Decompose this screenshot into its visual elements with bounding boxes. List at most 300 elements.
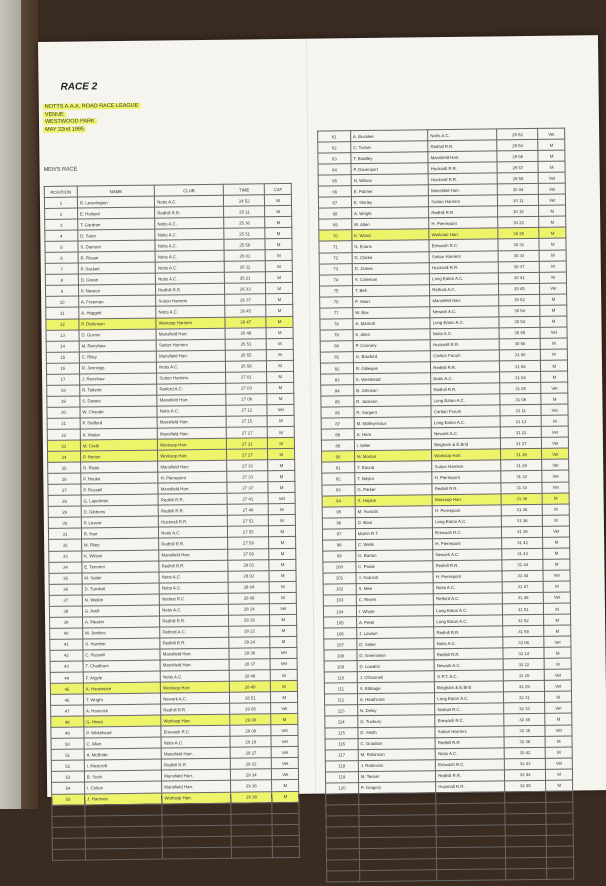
name-cell: A. Horn <box>354 428 432 440</box>
name-cell: K. Wood <box>352 229 430 241</box>
position-cell: 9 <box>45 285 78 296</box>
cat-cell: M <box>544 647 571 658</box>
time-cell: 31 13 <box>500 416 541 428</box>
name-cell: M. Swords <box>355 505 433 517</box>
cat-cell: M <box>273 846 300 857</box>
cat-cell: Vet <box>542 459 569 470</box>
position-cell: 91 <box>322 462 355 473</box>
name-cell: S. Coleman <box>352 273 430 285</box>
club-cell: Mansfield Harr. <box>157 416 226 428</box>
position-cell: 74 <box>319 274 352 285</box>
club-cell: Mansfield Harr. <box>160 659 229 671</box>
club-cell: Newark A.C. <box>431 427 500 439</box>
name-cell: M. Molleyneaux <box>354 417 432 429</box>
position-cell: 10 <box>46 296 79 307</box>
cat-cell: Vet <box>542 426 569 437</box>
cat-cell: M <box>265 228 292 239</box>
position-cell: 52 <box>51 760 84 771</box>
time-cell: 28 22 <box>229 626 270 638</box>
cat-cell: M <box>544 581 571 592</box>
cat-cell: M <box>271 680 298 691</box>
results-table-right <box>317 128 574 883</box>
cat-cell: M <box>543 559 570 570</box>
name-cell: M. Tesser <box>358 770 436 782</box>
club-cell: Redhill R.R. <box>160 637 229 649</box>
club-cell: Redhill R.R. <box>161 703 230 715</box>
name-cell: N. Davenport <box>360 870 438 882</box>
time-cell: 32 47 <box>505 802 546 814</box>
cat-cell: M <box>540 316 567 327</box>
header-date: MAY 22nd 1995 <box>45 126 85 133</box>
name-cell: J. Scarrott <box>356 572 434 584</box>
name-cell: D. Muscut <box>359 826 437 838</box>
name-cell: R. Platts <box>80 461 158 473</box>
club-cell: Redhill R.R. <box>429 206 498 218</box>
cat-cell: M <box>541 338 568 349</box>
cat-cell: M <box>540 305 567 316</box>
club-cell: Notts A.C. <box>162 836 231 848</box>
time-cell: 29 43 <box>231 813 272 825</box>
results-sheet <box>38 35 606 880</box>
name-cell: B. Johnson <box>354 384 432 396</box>
club-cell: Mansfield Harr. <box>157 427 226 439</box>
results-table-left <box>44 183 300 861</box>
cat-cell: M <box>267 349 294 360</box>
position-cell: 96 <box>322 517 355 528</box>
club-cell: Redhill R.R. <box>436 770 505 782</box>
club-cell: H. Pierrepont <box>163 847 232 859</box>
position-cell: 102 <box>323 584 356 595</box>
club-cell: Notts A.C. <box>160 670 229 682</box>
position-cell: 40 <box>50 628 83 639</box>
time-cell: 27 59 <box>228 548 269 560</box>
time-cell: 27 51 <box>227 515 268 527</box>
position-cell: 19 <box>47 396 80 407</box>
position-cell: 32 <box>49 539 82 550</box>
cat-cell: Vet <box>270 603 297 614</box>
cat-cell: M <box>547 846 574 857</box>
cat-cell: M <box>541 393 568 404</box>
cat-cell: M <box>545 736 572 747</box>
position-cell: 108 <box>324 650 357 661</box>
cat-cell: M <box>540 250 567 261</box>
name-cell: B. Smithson <box>85 815 163 827</box>
time-cell: 32 45 <box>505 780 546 792</box>
club-cell: Erewash R.C. <box>429 239 498 251</box>
name-cell: R. Gillespie <box>353 362 431 374</box>
name-cell: I. Miller <box>354 439 432 451</box>
position-cell: 3 <box>45 219 78 230</box>
club-cell: Retford A.C. <box>160 626 229 638</box>
position-cell: 50 <box>51 738 84 749</box>
club-cell: Hucknall R.R. <box>428 162 497 174</box>
name-cell: B. Scott <box>84 770 162 782</box>
name-cell: D. Gurner <box>79 329 157 341</box>
cat-cell: M <box>540 261 567 272</box>
position-cell: 56 <box>52 805 85 816</box>
position-cell: 33 <box>49 551 82 562</box>
name-cell: M. Stottham <box>359 837 437 849</box>
cat-cell: Vet <box>272 769 299 780</box>
time-cell: 27 55 <box>228 526 269 538</box>
club-cell: Newark A.C. <box>161 692 230 704</box>
cat-cell: Vet <box>543 526 570 537</box>
club-cell: Redhill R.R. <box>160 615 229 627</box>
name-cell: E. Tennent <box>82 561 160 573</box>
club-cell: Hucknall R.R. <box>159 516 228 528</box>
time-cell: 30 52 <box>499 294 540 306</box>
name-cell: R. Jackson <box>354 395 432 407</box>
position-cell: 44 <box>50 672 83 683</box>
time-cell: 26 47 <box>225 316 266 328</box>
time-cell: 31 36 <box>501 504 542 516</box>
position-cell: 82 <box>320 363 353 374</box>
position-cell: 45 <box>50 683 83 694</box>
time-cell: 29 27 <box>230 747 271 759</box>
header-league: NOTTS A.A.A. ROAD RACE LEAGUE <box>44 102 139 110</box>
name-cell: I. Colton <box>84 782 162 794</box>
cat-cell: Vet <box>538 128 565 139</box>
club-cell: Erewash R.C. <box>436 792 505 804</box>
club-cell: Notts A.C. <box>428 129 497 141</box>
position-cell: 27 <box>48 484 81 495</box>
cat-cell: M <box>267 371 294 382</box>
time-cell: 32 46 <box>505 791 546 803</box>
time-cell: 26 51 <box>225 338 266 350</box>
club-cell: Notts A.C. <box>437 869 506 881</box>
cat-cell: M <box>266 294 293 305</box>
position-cell: 35 <box>49 573 82 584</box>
cat-cell: Vet <box>539 183 566 194</box>
time-cell: 30 04 <box>497 184 538 196</box>
cat-cell: M <box>269 548 296 559</box>
cat-cell: M <box>270 592 297 603</box>
position-cell: 17 <box>47 374 80 385</box>
position-cell: 116 <box>325 738 358 749</box>
club-cell: Notts A.C. <box>156 273 225 285</box>
time-cell: 27 49 <box>227 504 268 516</box>
position-cell: 58 <box>52 827 85 838</box>
name-cell: A. Bucklee <box>350 130 428 142</box>
cat-cell: M <box>545 714 572 725</box>
position-cell: 26 <box>48 473 81 484</box>
name-cell: W. Chande <box>80 406 158 418</box>
time-cell: 29 09 <box>230 725 271 737</box>
position-cell: 92 <box>322 473 355 484</box>
cat-cell: Vet <box>542 448 569 459</box>
results-body-left <box>44 194 299 860</box>
position-cell: 94 <box>322 495 355 506</box>
club-cell: Notts A.C. <box>435 747 504 759</box>
name-cell: W. Allen <box>352 218 430 230</box>
time-cell: 30 11 <box>498 195 539 207</box>
cat-cell: M <box>269 537 296 548</box>
cat-cell: M <box>270 625 297 636</box>
header-position: POSITION <box>44 186 77 197</box>
cat-cell: Vet <box>267 404 294 415</box>
cat-cell: M <box>265 194 292 205</box>
name-cell: R. Hart <box>81 527 159 539</box>
cat-cell: M <box>266 272 293 283</box>
cat-cell: M <box>541 371 568 382</box>
time-cell: 26 21 <box>224 272 265 284</box>
club-cell: Redhill R.R. <box>159 560 228 572</box>
time-cell: 29 38 <box>231 791 272 803</box>
time-cell: 30 15 <box>498 206 539 218</box>
cat-cell: Vet <box>547 824 574 835</box>
club-cell: Notts A.C. <box>431 372 500 384</box>
name-cell: G. Astill <box>82 605 160 617</box>
position-cell: 88 <box>321 429 354 440</box>
time-cell: 31 39 <box>502 526 543 538</box>
club-cell: Hucknall R.R. <box>436 836 505 848</box>
time-cell: 32 25 <box>503 670 544 682</box>
time-cell: 31 51 <box>503 603 544 615</box>
position-cell: 115 <box>325 727 358 738</box>
name-cell: A. Petel <box>356 616 434 628</box>
time-cell: 28 14 <box>229 603 270 615</box>
cat-cell: M <box>546 747 573 758</box>
name-cell: S. Hopkin <box>355 494 433 506</box>
time-cell: 30 41 <box>498 272 539 284</box>
position-cell: 12 <box>46 319 79 330</box>
event-header <box>43 103 141 135</box>
position-cell: 53 <box>51 771 84 782</box>
cat-cell: Vet <box>546 758 573 769</box>
position-cell: 11 <box>46 307 79 318</box>
name-cell: P. Dickinson <box>79 318 157 330</box>
name-cell: C. Blickford <box>359 804 437 816</box>
cat-cell: M <box>266 327 293 338</box>
cat-cell: M <box>269 515 296 526</box>
club-cell: Redhill R.R. <box>162 759 231 771</box>
time-cell: 31 00 <box>499 349 540 361</box>
club-cell: Sutton Harriers <box>432 460 501 472</box>
cat-cell: M <box>272 780 299 791</box>
name-cell: J. O'Donnell <box>357 671 435 683</box>
time-cell: 31 44 <box>502 570 543 582</box>
club-cell: Mansfield Harr. <box>157 394 226 406</box>
name-cell: S. Mee <box>356 583 434 595</box>
club-cell: Mansfield Harr. <box>157 350 226 362</box>
position-cell: 86 <box>321 407 354 418</box>
name-cell: A. Hancock <box>83 704 161 716</box>
cat-cell: M <box>268 415 295 426</box>
position-cell: 24 <box>48 451 81 462</box>
name-cell: T. Naylor <box>355 472 433 484</box>
position-cell: 110 <box>324 672 357 683</box>
position-cell: 47 <box>51 705 84 716</box>
time-cell: 32 43 <box>504 758 545 770</box>
position-cell: 14 <box>46 341 79 352</box>
club-cell: Long Eaton A.C. <box>433 516 502 528</box>
club-cell: Mansfield Harr. <box>428 151 497 163</box>
time-cell: 29 32 <box>230 758 271 770</box>
cat-cell: Vet <box>546 813 573 824</box>
name-cell: G. Lapelinski <box>81 494 159 506</box>
position-cell: 41 <box>50 639 83 650</box>
time-cell: 29 43 <box>231 802 272 814</box>
time-cell: 29 36 <box>231 780 272 792</box>
club-cell: Mansfield Harr. <box>158 482 227 494</box>
time-cell: 31 29 <box>501 460 542 472</box>
time-cell: 31 11 <box>500 405 541 417</box>
position-cell: 93 <box>322 484 355 495</box>
name-cell: A. Heathcote <box>357 693 435 705</box>
cat-cell: M <box>538 161 565 172</box>
name-cell: M. Robinson <box>358 748 436 760</box>
cat-cell: M <box>541 349 568 360</box>
cat-cell: M <box>539 205 566 216</box>
time-cell: 31 22 <box>500 427 541 439</box>
time-cell: 24 52 <box>224 195 265 207</box>
name-cell: P. Whitehead <box>84 726 162 738</box>
position-cell: 78 <box>320 318 353 329</box>
header-name: NAME <box>77 185 155 197</box>
club-cell: Sutton Harriers <box>429 195 498 207</box>
time-cell: 29 05 <box>230 703 271 715</box>
club-cell: H. Pierrepont <box>429 217 498 229</box>
position-cell: 68 <box>319 208 352 219</box>
cat-cell: Vet <box>542 471 569 482</box>
position-cell: 97 <box>322 528 355 539</box>
time-cell: 31 47 <box>502 581 543 593</box>
position-cell: 126 <box>326 849 359 860</box>
cat-cell: Vet <box>270 647 297 658</box>
position-cell: 21 <box>47 418 80 429</box>
time-cell: 27 21 <box>226 438 267 450</box>
cat-cell: M <box>546 769 573 780</box>
name-cell: A. Wright <box>351 207 429 219</box>
cat-cell: M <box>267 360 294 371</box>
position-cell: 54 <box>52 782 85 793</box>
time-cell: 31 42 <box>502 537 543 549</box>
cat-cell: M <box>266 283 293 294</box>
club-cell: Notts A.C. <box>157 405 226 417</box>
table-row <box>327 868 574 882</box>
time-cell: 31 43 <box>502 548 543 560</box>
club-cell: Notfast R.C. <box>159 593 228 605</box>
name-cell: G. Tuxbury <box>358 715 436 727</box>
time-cell: 30 56 <box>499 338 540 350</box>
time-cell: 27 59 <box>228 537 269 549</box>
paper-fold <box>306 39 317 794</box>
position-cell: 120 <box>326 782 359 793</box>
name-cell: E. Palmer <box>351 185 429 197</box>
position-cell: 106 <box>324 628 357 639</box>
time-cell: 31 38 <box>501 515 542 527</box>
position-cell: 16 <box>46 363 79 374</box>
name-cell: C. Allen <box>84 737 162 749</box>
name-cell: R. Leverington <box>77 196 155 208</box>
time-cell: 29 56 <box>497 150 538 162</box>
club-cell: Sutton Harriers <box>157 372 226 384</box>
position-cell: 109 <box>324 661 357 672</box>
time-cell: 28 36 <box>229 648 270 660</box>
club-cell: Redhill R.R. <box>431 383 500 395</box>
position-cell: 87 <box>321 418 354 429</box>
club-cell: Redhill R.R. <box>428 140 497 152</box>
name-cell: P. Newton <box>78 284 156 296</box>
name-cell: T. Bradley <box>351 152 429 164</box>
name-cell: N. Evans <box>352 240 430 252</box>
name-cell: G. Barton <box>356 549 434 561</box>
name-cell: M. Creib <box>80 439 158 451</box>
name-cell: P. Russell <box>81 483 159 495</box>
name-cell: C. Gradson <box>358 737 436 749</box>
cat-cell: M <box>270 614 297 625</box>
name-cell: N. Wilson <box>351 174 429 186</box>
time-cell: 29 47 <box>231 824 272 836</box>
name-cell: F. Argyle <box>83 671 161 683</box>
cat-cell: M <box>270 581 297 592</box>
club-cell: Carlton Forum <box>431 405 500 417</box>
time-cell: 30 54 <box>499 305 540 317</box>
position-cell: 18 <box>47 385 80 396</box>
name-cell: E. Holland <box>77 207 155 219</box>
cat-cell: M <box>267 382 294 393</box>
cat-cell: M <box>543 504 570 515</box>
position-cell: 111 <box>324 683 357 694</box>
time-cell: 32 33 <box>504 703 545 715</box>
name-cell: J. Robinson <box>358 759 436 771</box>
cat-cell: M <box>273 824 300 835</box>
position-cell: 71 <box>319 241 352 252</box>
name-cell: D. James <box>352 262 430 274</box>
name-cell: M. Riley <box>81 539 159 551</box>
cat-cell: Vet <box>545 725 572 736</box>
name-cell: K. Wilson <box>82 550 160 562</box>
position-cell: 38 <box>49 606 82 617</box>
club-cell: Worksop Harriers <box>156 317 225 329</box>
position-cell: 65 <box>318 175 351 186</box>
time-cell: 28 48 <box>229 670 270 682</box>
club-cell: Notts A.C. <box>155 195 224 207</box>
cat-cell: Vet <box>542 437 569 448</box>
club-cell: Redhill R.R. <box>156 284 225 296</box>
time-cell: 32 22 <box>503 659 544 671</box>
club-cell: Worksop Harr. <box>432 493 501 505</box>
time-cell: 28 37 <box>229 659 270 671</box>
name-cell: A. Hardwicke <box>83 682 161 694</box>
cat-cell: Vet <box>271 703 298 714</box>
name-cell: P. Norton <box>80 450 158 462</box>
position-cell: 128 <box>327 871 360 882</box>
name-cell: T. Gardner <box>78 218 156 230</box>
club-cell: Retford A.C. <box>430 284 499 296</box>
club-cell: Sutton Harriers <box>435 725 504 737</box>
club-cell: Mansfield Harr. <box>162 781 231 793</box>
position-cell: 107 <box>324 639 357 650</box>
position-cell: 76 <box>320 296 353 307</box>
position-cell: 5 <box>45 241 78 252</box>
club-cell: Retford A.C. <box>434 593 503 605</box>
club-cell: Long Eaton A.C. <box>435 692 504 704</box>
club-cell: Notts A.C. <box>157 361 226 373</box>
club-cell: Sutton Harriers <box>429 250 498 262</box>
position-cell: 64 <box>318 164 351 175</box>
results-body-right <box>318 128 574 882</box>
club-cell: Erewash R.C. <box>435 714 504 726</box>
name-cell: K. Westhead <box>353 373 431 385</box>
cat-cell: Vet <box>268 493 295 504</box>
club-cell: Newark A.C. <box>433 549 502 561</box>
position-cell: 73 <box>319 263 352 274</box>
club-cell: H. Pierrepont <box>433 538 502 550</box>
name-cell: C. Russell <box>83 649 161 661</box>
club-cell: Long Eaton A.C. <box>434 615 503 627</box>
club-cell: H. Pierrepont <box>158 471 227 483</box>
